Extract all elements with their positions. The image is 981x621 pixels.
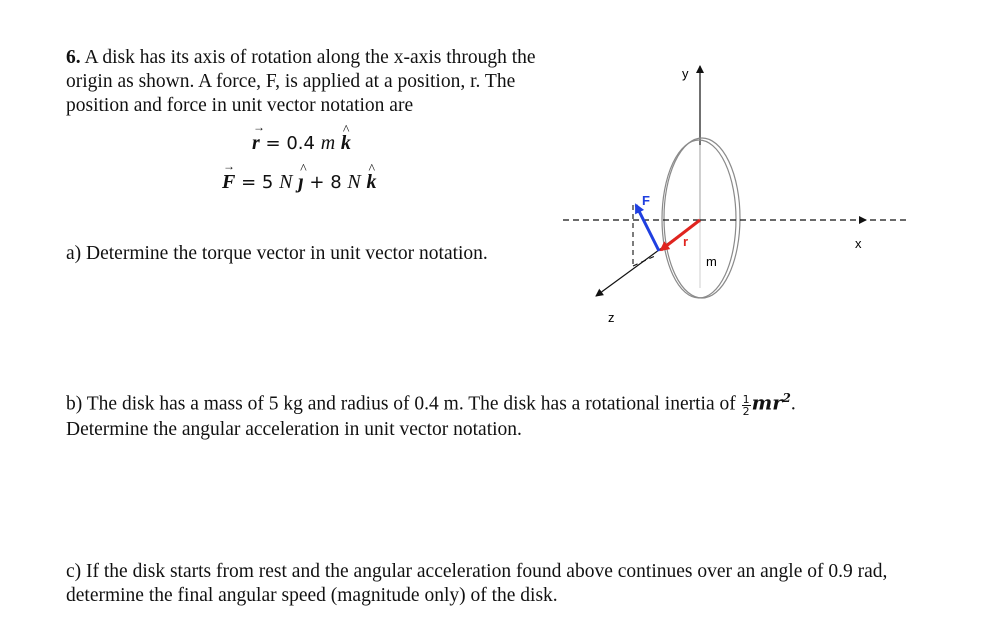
part-b-line2: Determine the angular acceleration in unit vector notation. xyxy=(66,419,522,440)
r-unit-vector: ^ k xyxy=(341,132,351,155)
position-vector-r xyxy=(661,220,700,250)
problem-number: 6. xyxy=(66,47,81,68)
one-half-fraction xyxy=(742,394,751,417)
fraction-numerator: 1 xyxy=(742,392,750,406)
problem-intro-text: A disk has its axis of rotation along the x-axis through the origin as shown. A force, F, is applied at a position, r. The position and force in unit vector notation are xyxy=(66,47,536,116)
f-unit-vector-j: ^ ȷ xyxy=(298,171,304,194)
f-unit-vector-k: ^ k xyxy=(366,171,376,194)
force-vector-f xyxy=(636,205,659,251)
inertia-exponent: 2 xyxy=(782,391,791,405)
force-label: F xyxy=(642,193,650,208)
x-axis-label: x xyxy=(855,236,862,251)
r-equation-rhs: = 0.4 xyxy=(265,133,321,154)
part-b xyxy=(66,386,946,417)
y-axis-label: y xyxy=(682,66,689,81)
r-equation-unit: m xyxy=(320,132,336,154)
inertia-formula: mr xyxy=(751,391,783,415)
mass-label: m xyxy=(706,254,717,269)
part-c: c) If the disk starts from rest and the angular acceleration found above continues over an angle of 0.9 rad, determine the final angular speed (magnitude only) of the disk. xyxy=(66,561,888,606)
part-b-period: . xyxy=(790,393,796,415)
f-vector-symbol: → F xyxy=(222,171,235,194)
force-k-component-guide xyxy=(633,256,655,266)
r-vector-symbol: → r xyxy=(252,132,260,155)
f-equation-rhs1: = 5 xyxy=(241,172,280,193)
part-a: a) Determine the torque vector in unit vector notation. xyxy=(66,243,488,264)
disk-back-rim xyxy=(664,138,740,298)
z-axis-label: z xyxy=(608,310,615,325)
f-equation-unit2: N xyxy=(347,171,361,193)
f-equation-unit1: N xyxy=(279,171,293,193)
part-b-text: b) The disk has a mass of 5 kg and radius of 0.4 m. The disk has a rotational inertia of xyxy=(66,393,741,415)
fraction-denominator: 2 xyxy=(742,404,750,418)
f-equation-rhs2: + 8 xyxy=(303,172,348,193)
position-label: r xyxy=(683,234,689,249)
